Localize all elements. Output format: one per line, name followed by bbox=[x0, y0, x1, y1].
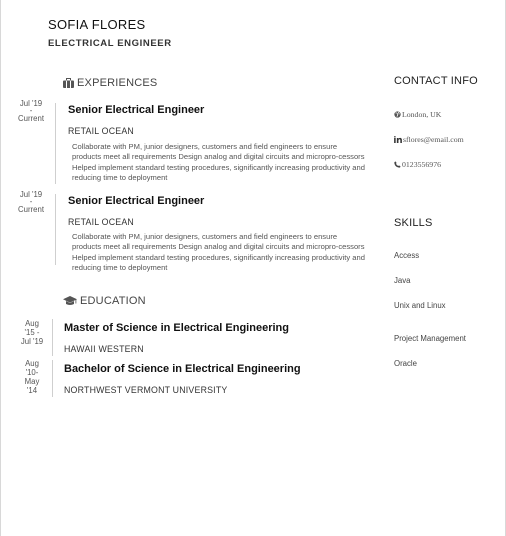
education-2-date-line: '10- bbox=[25, 368, 39, 377]
experience-2-company: RETAIL OCEAN bbox=[68, 217, 134, 227]
experience-2-end: Current bbox=[18, 205, 44, 214]
education-1-date-line: Aug bbox=[25, 319, 39, 328]
graduation-cap-icon bbox=[63, 296, 77, 306]
education-2-timeline bbox=[52, 360, 53, 397]
experience-1-company: RETAIL OCEAN bbox=[68, 126, 134, 136]
education-heading bbox=[63, 295, 146, 307]
phone-icon bbox=[394, 161, 401, 168]
contact-location-text: London, UK bbox=[402, 110, 442, 119]
experience-1-end: Current bbox=[18, 114, 44, 123]
contact-phone-text: 0123556976 bbox=[402, 160, 441, 169]
experience-1-timeline bbox=[55, 103, 56, 184]
experience-2-timeline bbox=[55, 194, 56, 265]
education-2-date-line: Aug bbox=[25, 359, 39, 368]
skill-item: Unix and Linux bbox=[394, 301, 446, 310]
education-2-degree: Bachelor of Science in Electrical Engineering bbox=[64, 363, 301, 375]
education-2-school: NORTHWEST VERMONT UNIVERSITY bbox=[64, 385, 228, 395]
experience-2-description: Collaborate with PM, junior designers, customers and field engineers to ensure products meet all requirements Design analog and digital circuits and micropro-cessors Helped implement standard testing procedures, significantly increasing productivity and reducing time to deployment bbox=[72, 232, 365, 272]
experiences-heading bbox=[63, 77, 157, 89]
contact-phone bbox=[394, 160, 441, 169]
education-1-degree: Master of Science in Electrical Engineering bbox=[64, 322, 289, 334]
education-1-timeline bbox=[52, 319, 53, 356]
education-1-date-line: Jul '19 bbox=[20, 337, 44, 346]
experiences-heading-label: EXPERIENCES bbox=[77, 77, 158, 89]
experience-2-sep: - bbox=[29, 197, 33, 206]
skill-item: Access bbox=[394, 251, 420, 260]
skill-item: Java bbox=[394, 276, 411, 285]
experience-1-sep: - bbox=[29, 106, 33, 115]
contact-location bbox=[394, 110, 441, 119]
skills-heading: SKILLS bbox=[394, 217, 433, 229]
education-1-school: HAWAII WESTERN bbox=[64, 344, 144, 354]
experience-1-start: Jul '19 bbox=[19, 99, 43, 108]
education-2-date-line: '14 bbox=[26, 386, 38, 395]
education-1-date-line: '15 - bbox=[24, 328, 40, 337]
experience-2-start: Jul '19 bbox=[19, 190, 43, 199]
skill-item: Project Management bbox=[394, 334, 466, 343]
briefcase-icon bbox=[63, 78, 74, 88]
linkedin-icon bbox=[394, 136, 402, 143]
experience-1-description: Collaborate with PM, junior designers, customers and field engineers to ensure products meet all requirements Design analog and digital circuits and micropro-cessors Helped implement standard testing procedures, significantly increasing productivity and reducing time to deployment bbox=[72, 142, 365, 182]
education-1-date bbox=[13, 319, 51, 346]
education-2-date-line: May bbox=[24, 377, 40, 386]
experience-2-date bbox=[13, 190, 49, 214]
education-heading-label: EDUCATION bbox=[80, 295, 146, 307]
globe-icon bbox=[394, 111, 401, 118]
candidate-title: ELECTRICAL ENGINEER bbox=[48, 38, 172, 49]
skill-item: Oracle bbox=[394, 359, 417, 368]
contact-heading: CONTACT INFO bbox=[394, 75, 478, 87]
education-2-date bbox=[13, 359, 51, 395]
experience-1-title: Senior Electrical Engineer bbox=[68, 104, 205, 116]
candidate-name: SOFIA FLORES bbox=[48, 17, 146, 32]
experience-2-title: Senior Electrical Engineer bbox=[68, 195, 205, 207]
contact-email bbox=[394, 135, 464, 144]
contact-email-text[interactable]: sflores@email.com bbox=[403, 135, 464, 144]
experience-1-date bbox=[13, 99, 49, 123]
